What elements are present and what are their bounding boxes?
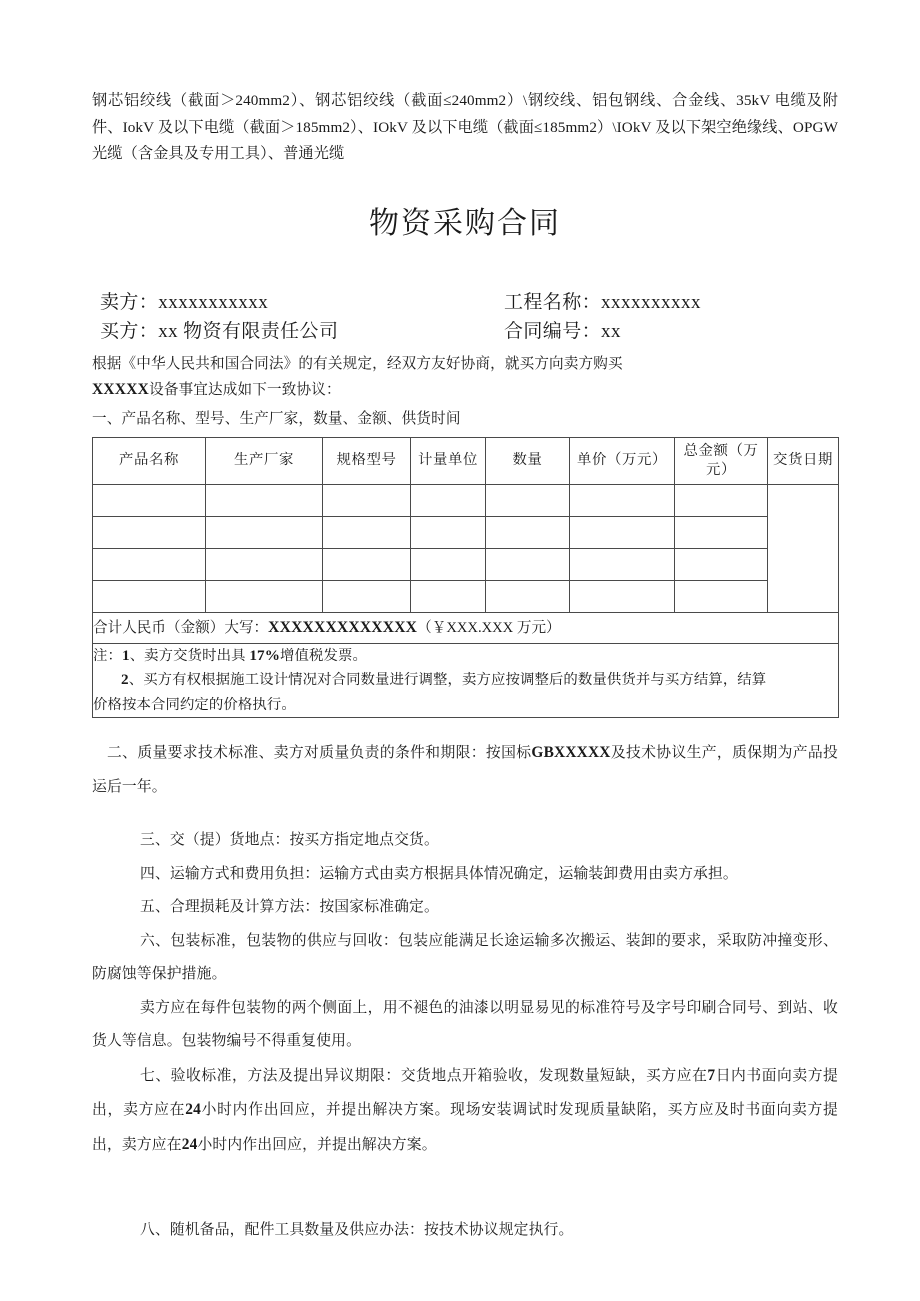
seller-label: 卖方： (100, 291, 159, 313)
table-cell-total-amount[interactable] (675, 548, 768, 580)
clause-7-text-b: 日内书面向卖方提出，卖方应在 (92, 1067, 838, 1118)
table-cell-total-amount[interactable] (675, 484, 768, 516)
table-cell-spec-model[interactable] (323, 484, 411, 516)
party-row-buyer (92, 317, 838, 346)
intro-equipment-placeholder: XXXXX (92, 380, 150, 398)
contract-no-field (504, 317, 621, 346)
clause-8: 八、随机备品，配件工具数量及供应办法：按技术协议规定执行。 (140, 1222, 574, 1238)
total-amount-cell (93, 612, 839, 643)
note-2-number: 2 (121, 671, 129, 688)
clause-6: 六、包装标准，包装物的供应与回收：包装应能满足长途运输多次搬运、装卸的要求，采取防冲撞变形、防腐蚀等保护措施。 (92, 932, 838, 982)
table-cell-product-name[interactable] (93, 580, 206, 612)
intro-line-2-rest: 设备事宜达成如下一致协议： (149, 381, 341, 398)
notes-cell (93, 643, 839, 718)
table-cell-total-amount[interactable] (675, 516, 768, 548)
clause-7-text-d: 小时内作出回应，并提出解决方案。 (197, 1136, 437, 1153)
intro-line-1: 根据《中华人民共和国合同法》的有关规定，经双方友好协商，就买方向卖方购买 (92, 355, 623, 372)
parties-block (92, 288, 838, 346)
table-cell-unit-price[interactable] (570, 516, 675, 548)
clause-2 (92, 736, 838, 804)
party-row-seller (92, 288, 838, 317)
table-cell-product-name[interactable] (93, 516, 206, 548)
table-header-manufacturer: 生产厂家 (206, 437, 323, 484)
seller-value: xxxxxxxxxxx (158, 291, 269, 313)
table-cell-spec-model[interactable] (323, 516, 411, 548)
clause-7-hours-1: 24 (185, 1101, 202, 1118)
table-header-row (93, 437, 839, 484)
table-cell-quantity[interactable] (486, 548, 570, 580)
goods-table (92, 437, 839, 719)
table-cell-unit-price[interactable] (570, 580, 675, 612)
total-label: 合计人民币（金额）大写： (93, 619, 269, 636)
table-cell-unit-price[interactable] (570, 484, 675, 516)
table-cell-unit[interactable] (411, 548, 486, 580)
contract-no-label: 合同编号： (504, 320, 602, 342)
table-header-spec-model: 规格型号 (323, 437, 411, 484)
note-2-text: 、买方有权根据施工设计情况对合同数量进行调整，卖方应按调整后的数量供货并与买方结算，结算 (128, 672, 767, 688)
clause-7-text-a: 七、验收标准，方法及提出异议期限：交货地点开箱验收，发现数量短缺，买方应在 (140, 1067, 708, 1084)
project-field (504, 288, 701, 317)
table-cell-manufacturer[interactable] (206, 484, 323, 516)
table-notes-row (93, 643, 839, 718)
table-cell-delivery-date[interactable] (768, 484, 839, 612)
table-row (93, 580, 839, 612)
table-cell-spec-model[interactable] (323, 580, 411, 612)
buyer-value: xx 物资有限责任公司 (158, 320, 339, 342)
seller-field (100, 288, 268, 317)
table-header-unit: 计量单位 (411, 437, 486, 484)
clause-2-text-a: 二、质量要求技术标准、卖方对质量负责的条件和期限：按国标 (107, 745, 532, 761)
table-header-product-name: 产品名称 (93, 437, 206, 484)
intro-paragraph (92, 352, 838, 403)
clause-2-text-b: 及技术协议生产，质保期为产品投运后一年。 (92, 745, 838, 795)
note-1-percent: 17% (249, 646, 280, 664)
note-item-1 (93, 644, 838, 669)
note-item-2-cont: 价格按本合同约定的价格执行。 (93, 696, 296, 713)
document-content (92, 0, 838, 1248)
clause-one-title: 一、产品名称、型号、生产厂家，数量、金额、供货时间 (92, 410, 461, 427)
table-cell-quantity[interactable] (486, 516, 570, 548)
buyer-label: 买方： (100, 320, 159, 342)
clauses-section (92, 736, 838, 1248)
table-cell-unit[interactable] (411, 580, 486, 612)
table-row (93, 516, 839, 548)
table-cell-manufacturer[interactable] (206, 548, 323, 580)
table-cell-product-name[interactable] (93, 484, 206, 516)
intro-line-2 (92, 377, 838, 403)
table-cell-manufacturer[interactable] (206, 516, 323, 548)
page-title: 物资采购合同 (369, 206, 561, 240)
note-1-text: 、卖方交货时出具 (129, 647, 250, 664)
project-label: 工程名称： (504, 291, 602, 313)
table-cell-quantity[interactable] (486, 484, 570, 516)
project-value: xxxxxxxxxx (601, 291, 702, 313)
clause-2-standard-code: GBXXXXX (531, 744, 611, 761)
note-item-2 (93, 668, 838, 693)
table-row (93, 484, 839, 516)
table-cell-quantity[interactable] (486, 580, 570, 612)
clause-5: 五、合理损耗及计算方法：按国家标准确定。 (140, 899, 439, 915)
total-amount-words: XXXXXXXXXXXXX (268, 618, 418, 636)
table-total-row (93, 612, 839, 643)
clause-3: 三、交（提）货地点：按买方指定地点交货。 (140, 832, 439, 848)
table-cell-manufacturer[interactable] (206, 580, 323, 612)
clause-6-packaging-marking: 卖方应在每件包装物的两个侧面上，用不褪色的油漆以明显易见的标准符号及字号印刷合同号、到站、收货人等信息。包装物编号不得重复使用。 (92, 999, 838, 1049)
table-cell-total-amount[interactable] (675, 580, 768, 612)
table-cell-product-name[interactable] (93, 548, 206, 580)
table-header-quantity: 数量 (486, 437, 570, 484)
table-cell-unit[interactable] (411, 484, 486, 516)
clause-7-text-c: 小时内作出回应，并提出解决方案。现场安装调试时发现质量缺陷，买方应及时书面向卖方提出，卖方应在 (92, 1102, 838, 1153)
contract-no-value: xx (601, 320, 622, 342)
clause-7 (92, 1059, 838, 1163)
table-cell-unit-price[interactable] (570, 548, 675, 580)
clause-7-hours-2: 24 (181, 1135, 198, 1153)
note-prefix: 注： (93, 647, 122, 664)
buyer-field (100, 317, 338, 346)
note-1-number: 1 (121, 646, 130, 664)
document-scope-paragraph: 钢芯铝绞线（截面＞240mm2）、钢芯铝绞线（截面≤240mm2）\钢绞线、铝包钢线、合金线、35kV 电缆及附件、IokV 及以下电缆（截面＞185mm2）、IOkV 及以下电缆（截面≤185mm2）\IOkV 及以下架空绝缘线、OPGW 光缆（含金具及专用工具）、普通光缆 (92, 92, 838, 162)
table-cell-unit[interactable] (411, 516, 486, 548)
clause-4: 四、运输方式和费用负担：运输方式由卖方根据具体情况确定，运输装卸费用由卖方承担。 (140, 865, 738, 882)
clause-7-days: 7 (707, 1066, 716, 1084)
table-row (93, 548, 839, 580)
table-header-unit-price: 单价（万元） (570, 437, 675, 484)
total-amount-figures: （￥XXX.XXX 万元） (417, 619, 561, 636)
table-header-total-amount: 总金额（万元） (675, 437, 768, 484)
table-cell-spec-model[interactable] (323, 548, 411, 580)
note-1-tail: 增值税发票。 (280, 647, 367, 664)
table-header-delivery-date: 交货日期 (768, 437, 839, 484)
